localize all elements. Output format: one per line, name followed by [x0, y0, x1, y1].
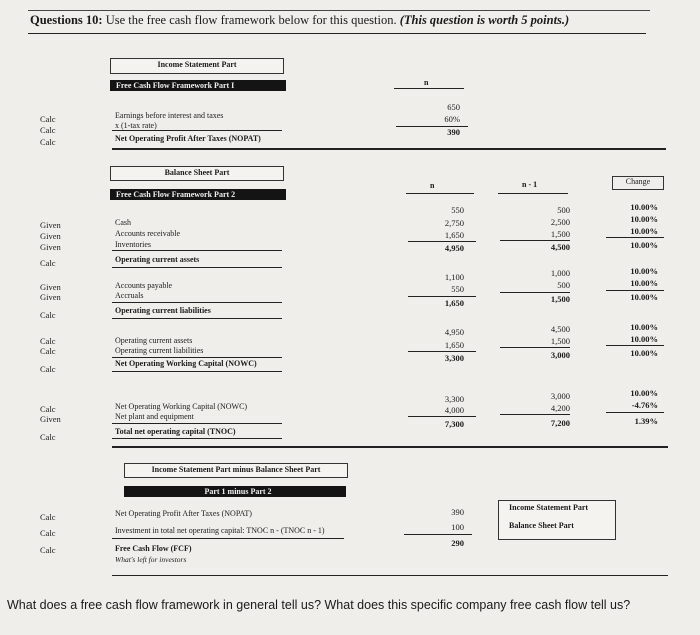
- calc-label: Calc: [40, 137, 56, 147]
- change-header: Change: [612, 176, 664, 190]
- tnoc-chg: 1.39%: [634, 416, 658, 426]
- ar-n: 2,750: [444, 218, 464, 228]
- nowc-chg-2: 10.00%: [630, 388, 658, 398]
- ppe-chg: -4.76%: [631, 400, 658, 410]
- col-n1-label: n - 1: [522, 180, 538, 189]
- part1-bar: Free Cash Flow Framework Part I: [110, 80, 286, 91]
- tax-rate-value: 60%: [444, 114, 460, 124]
- tnoc-n1: 7,200: [550, 418, 570, 428]
- nowc-label-2: Net Operating Working Capital (NOWC): [115, 402, 248, 411]
- nowc-n1: 3,000: [550, 350, 570, 360]
- inv-n1: 1,500: [550, 229, 570, 239]
- calc-label: Calc: [40, 432, 56, 442]
- calc-label: Calc: [40, 346, 56, 356]
- oca-n: 4,950: [444, 243, 464, 253]
- nowc-chg: 10.00%: [630, 348, 658, 358]
- inv-n: 1,650: [444, 230, 464, 240]
- calc-label: Calc: [40, 125, 56, 135]
- calc-label: Calc: [40, 512, 56, 522]
- calc-label: Calc: [40, 404, 56, 414]
- calc-label: Calc: [40, 258, 56, 268]
- col-n-label-2: n: [430, 181, 435, 190]
- calc-label: Given: [40, 242, 61, 252]
- legend-box: [498, 500, 616, 540]
- oca-label: Operating current assets: [115, 255, 200, 264]
- nowc-n: 3,300: [444, 353, 464, 363]
- nopat-value: 390: [447, 127, 460, 137]
- cash-n: 550: [451, 205, 464, 215]
- ar-n1: 2,500: [550, 217, 570, 227]
- tnoc-label: Total net operating capital (TNOC): [115, 427, 236, 436]
- fcf-header: Income Statement Part minus Balance Sheet Part: [124, 463, 348, 478]
- cash-chg: 10.00%: [630, 202, 658, 212]
- ar-chg: 10.00%: [630, 214, 658, 224]
- footer-question: What does a free cash flow framework in general tell us? What does this specific company free cash flow tell us?: [7, 598, 631, 612]
- fcf-sub-label: What's left for investors: [115, 555, 187, 564]
- calc-label: Given: [40, 292, 61, 302]
- col-n-label-1: n: [424, 78, 429, 87]
- tnoc-n: 7,300: [444, 419, 464, 429]
- fcf-investment-label: Investment in total net operating capital: TNOC n - (TNOC n - 1): [115, 526, 325, 535]
- fcf-investment-value: 100: [451, 522, 464, 532]
- oca-chg: 10.00%: [630, 240, 658, 250]
- question-title: [30, 13, 569, 28]
- inventories-label: Inventories: [115, 240, 151, 249]
- ebit-value: 650: [447, 102, 460, 112]
- ap-n: 1,100: [444, 272, 464, 282]
- ocl-chg: 10.00%: [630, 292, 658, 302]
- calc-label: Calc: [40, 310, 56, 320]
- accruals-n1: 500: [557, 280, 570, 290]
- calc-label: Calc: [40, 528, 56, 538]
- accruals-label: Accruals: [115, 291, 144, 300]
- calc-label: Given: [40, 231, 61, 241]
- calc-label: Calc: [40, 114, 56, 124]
- nowc-n-2: 3,300: [444, 394, 464, 404]
- question-number: Questions 10:: [30, 13, 103, 27]
- part2-bar: Free Cash Flow Framework Part 2: [110, 189, 286, 200]
- nowc-label: Net Operating Working Capital (NOWC): [115, 359, 257, 368]
- calc-label: Given: [40, 414, 61, 424]
- ebit-label: Earnings before interest and taxes: [115, 111, 224, 120]
- nopat-label: Net Operating Profit After Taxes (NOPAT): [115, 134, 261, 143]
- income-statement-header: Income Statement Part: [110, 58, 284, 74]
- fcf-label: Free Cash Flow (FCF): [115, 544, 192, 553]
- cash-label: Cash: [115, 218, 131, 227]
- ocl-label-2: Operating current liabilities: [115, 346, 204, 355]
- oca-n1: 4,500: [550, 242, 570, 252]
- ocl-n-2: 1,650: [444, 340, 464, 350]
- calc-label: Given: [40, 282, 61, 292]
- calc-label: Calc: [40, 336, 56, 346]
- ocl-n1-2: 1,500: [550, 336, 570, 346]
- fcf-nopat-label: Net Operating Profit After Taxes (NOPAT): [115, 509, 252, 518]
- ocl-n1: 1,500: [550, 294, 570, 304]
- calc-label: Calc: [40, 364, 56, 374]
- fcf-value: 290: [451, 538, 464, 548]
- ar-label: Accounts receivable: [115, 229, 181, 238]
- balance-sheet-header: Balance Sheet Part: [110, 166, 284, 181]
- inv-chg: 10.00%: [630, 226, 658, 236]
- fcf-nopat-value: 390: [451, 507, 464, 517]
- legend-balance-sheet: Balance Sheet Part: [509, 521, 574, 530]
- oca-chg-2: 10.00%: [630, 322, 658, 332]
- ap-n1: 1,000: [550, 268, 570, 278]
- ppe-n1: 4,200: [550, 403, 570, 413]
- legend-income-statement: Income Statement Part: [509, 503, 589, 512]
- oca-n-2: 4,950: [444, 327, 464, 337]
- nowc-n1-2: 3,000: [550, 391, 570, 401]
- ppe-n: 4,000: [444, 405, 464, 415]
- accruals-n: 550: [451, 284, 464, 294]
- ppe-label: Net plant and equipment: [115, 412, 194, 421]
- ocl-n: 1,650: [444, 298, 464, 308]
- oca-label-2: Operating current assets: [115, 336, 193, 345]
- ocl-chg-2: 10.00%: [630, 334, 658, 344]
- tax-rate-label: x (1-tax rate): [115, 121, 157, 130]
- question-text: Use the free cash flow framework below for this question.: [102, 13, 400, 27]
- cash-n1: 500: [557, 205, 570, 215]
- ap-chg: 10.00%: [630, 266, 658, 276]
- ap-label: Accounts payable: [115, 281, 173, 290]
- calc-label: Given: [40, 220, 61, 230]
- ocl-label: Operating current liabilities: [115, 306, 211, 315]
- question-note: (This question is worth 5 points.): [399, 13, 570, 27]
- oca-n1-2: 4,500: [550, 324, 570, 334]
- accruals-chg: 10.00%: [630, 278, 658, 288]
- part1-minus-part2-bar: Part 1 minus Part 2: [124, 486, 346, 497]
- calc-label: Calc: [40, 545, 56, 555]
